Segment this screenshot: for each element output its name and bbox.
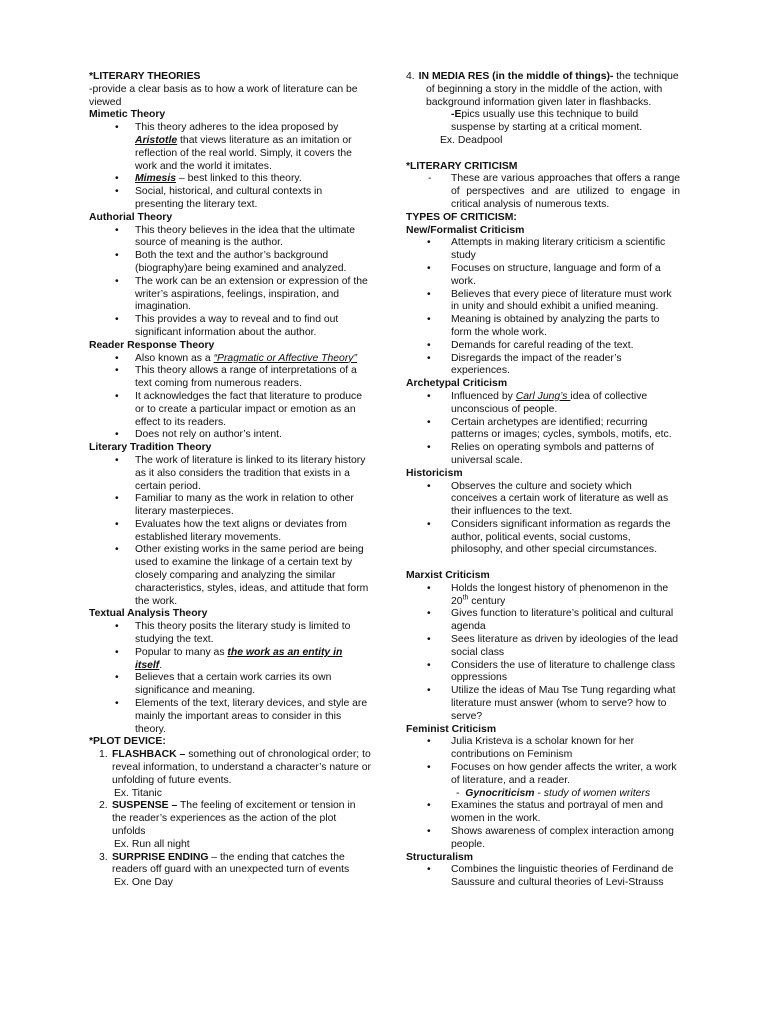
reader-response-item: • It acknowledges the fact that literature to produce or to create a particular impact or emotion as an effect to its readers. bbox=[89, 391, 371, 429]
feminist-item: • Shows awareness of complex interaction among people. bbox=[406, 826, 680, 852]
archetypal-item: • Influenced by Carl Jung’s idea of collective unconscious of people. bbox=[406, 391, 680, 417]
mimetic-item: • Mimesis – best linked to this theory. bbox=[89, 173, 371, 186]
literary-theories-title: *LITERARY THEORIES bbox=[89, 71, 201, 82]
formalist-item: • Disregards the impact of the reader’s experiences. bbox=[406, 353, 680, 379]
plot-device-item: 4. IN MEDIA RES (in the middle of things)- the technique of beginning a story in the middle of the action, with background information given later in flashbacks. bbox=[406, 71, 679, 108]
formalist-item: • Focuses on structure, language and form of a work. bbox=[406, 263, 680, 289]
reader-response-item: • Does not rely on author’s intent. bbox=[89, 429, 371, 442]
archetypal-heading: Archetypal Criticism bbox=[406, 378, 508, 390]
formalist-item: • Believes that every piece of literature must work in unity and should exhibit a unified meaning. bbox=[406, 289, 680, 315]
right-column bbox=[406, 71, 680, 890]
mimetic-item: • Social, historical, and cultural contexts in presenting the literary text. bbox=[89, 186, 371, 212]
authorial-item: • Both the text and the author’s background (biography)are being examined and analyzed. bbox=[89, 250, 371, 276]
aristotle-term: Aristotle bbox=[135, 134, 178, 146]
plot-device-item: 3. SURPRISE ENDING – the ending that catches the readers off guard with an unexpected turn of events bbox=[99, 851, 350, 876]
plot-device-example: Ex. Run all night bbox=[114, 838, 190, 850]
textual-analysis-item: • This theory posits the literary study is limited to studying the text. bbox=[89, 621, 371, 647]
pragmatic-term: “Pragmatic or Affective Theory” bbox=[213, 352, 357, 364]
literary-tradition-heading: Literary Tradition Theory bbox=[89, 442, 212, 454]
authorial-heading: Authorial Theory bbox=[89, 211, 173, 223]
feminist-item: • Julia Kristeva is a scholar known for her contributions on Feminism bbox=[406, 736, 680, 762]
archetypal-item: • Certain archetypes are identified; recurring patterns or images; cycles, symbols, motifs, etc. bbox=[406, 417, 680, 443]
structuralism-heading: Structuralism bbox=[406, 851, 473, 863]
structuralism-item: • Combines the linguistic theories of Ferdinand de Saussure and cultural theories of Levi-Strauss bbox=[406, 864, 680, 890]
historicism-heading: Historicism bbox=[406, 467, 463, 479]
feminist-heading: Feminist Criticism bbox=[406, 723, 497, 735]
textual-analysis-heading: Textual Analysis Theory bbox=[89, 608, 208, 620]
textual-analysis-item: • Popular to many as the work as an entity in itself. bbox=[89, 647, 371, 673]
plot-device-item: 2. SUSPENSE – The feeling of excitement or tension in the reader’s experiences as the action of the plot unfolds bbox=[99, 800, 356, 838]
plot-device-example: Ex. Titanic bbox=[114, 787, 162, 799]
reader-response-item: • This theory allows a range of interpretations of a text coming from numerous readers. bbox=[89, 365, 371, 391]
literary-tradition-item: • Familiar to many as the work in relation to other literary masterpieces. bbox=[89, 493, 371, 519]
plot-device-note: -Epics usually use this technique to build suspense by starting at a critical moment. bbox=[451, 109, 643, 134]
literary-criticism-intro: - These are various approaches that offers a range of perspectives and are utilized to engage in critical analysis of numerous texts. bbox=[406, 173, 680, 211]
formalist-item: • Attempts in making literary criticism a scientific study bbox=[406, 237, 680, 263]
authorial-item: • The work can be an extension or expression of the writer’s aspirations, feelings, inspiration, and imagination. bbox=[89, 276, 371, 314]
authorial-item: • This theory believes in the idea that the ultimate source of meaning is the author. bbox=[89, 225, 371, 251]
marxist-item: • Sees literature as driven by ideologies of the lead social class bbox=[406, 634, 680, 660]
plot-device-example: Ex. One Day bbox=[114, 877, 173, 889]
plot-device-item: 1. FLASHBACK – something out of chronological order; to reveal information, to understand a character’s nature or unfolding of future events. bbox=[99, 749, 371, 786]
gynocriticism-note: - Gynocriticism - study of women writers bbox=[456, 787, 651, 799]
mimetic-heading: Mimetic Theory bbox=[89, 109, 166, 121]
mimetic-item: • This theory adheres to the idea proposed by Aristotle that views literature as an imitation or reflection of the real world. Simply, it covers the work and the world it imitates. bbox=[89, 122, 371, 173]
marxist-heading: Marxist Criticism bbox=[406, 570, 490, 582]
literary-tradition-item: • Other existing works in the same period are being used to examine the linkage of a certain text by closely comparing and analyzing the similar characteristics, styles, ideas, and attitude that form the work. bbox=[89, 544, 371, 608]
types-of-criticism-title: TYPES OF CRITICISM: bbox=[406, 211, 517, 223]
plot-device-example: Ex. Deadpool bbox=[440, 134, 503, 146]
marxist-item: • Gives function to literature’s political and cultural agenda bbox=[406, 608, 680, 634]
reader-response-item: • Also known as a “Pragmatic or Affective Theory” bbox=[89, 353, 371, 366]
historicism-item: • Considers significant information as regards the author, political events, social customs, philosophy, and other special circumstances. bbox=[406, 519, 680, 557]
formalist-item: • Meaning is obtained by analyzing the parts to form the whole work. bbox=[406, 314, 680, 340]
textual-analysis-item: • Believes that a certain work carries its own significance and meaning. bbox=[89, 672, 371, 698]
marxist-item: • Holds the longest history of phenomenon in the 20th century bbox=[406, 583, 680, 609]
marxist-item: • Utilize the ideas of Mau Tse Tung regarding what literature must answer (whom to serve? how to serve? bbox=[406, 685, 680, 723]
archetypal-item: • Relies on operating symbols and patterns of universal scale. bbox=[406, 442, 680, 468]
historicism-item: • Observes the culture and society which conceives a certain work of literature as well as their influences to the text. bbox=[406, 481, 680, 519]
formalist-item: • Demands for careful reading of the text. bbox=[406, 340, 680, 353]
marxist-item: • Considers the use of literature to challenge class oppressions bbox=[406, 660, 680, 686]
entity-term: the work as an entity in itself bbox=[135, 646, 343, 671]
carl-jung-term: Carl Jung’s bbox=[515, 390, 571, 402]
plot-device-title: *PLOT DEVICE: bbox=[89, 736, 166, 748]
mimesis-term: Mimesis bbox=[135, 173, 177, 185]
reader-response-heading: Reader Response Theory bbox=[89, 339, 215, 351]
feminist-item: • Focuses on how gender affects the writer, a work of literature, and a reader. bbox=[406, 762, 680, 788]
literary-tradition-item: • Evaluates how the text aligns or deviates from established literary movements. bbox=[89, 519, 371, 545]
textual-analysis-item: • Elements of the text, literary devices, and style are mainly the important areas to consider in this theory. bbox=[89, 698, 371, 736]
left-column bbox=[89, 71, 371, 890]
authorial-item: • This provides a way to reveal and to find out significant information about the author. bbox=[89, 314, 371, 340]
literary-theories-intro: -provide a clear basis as to how a work of literature can be viewed bbox=[89, 83, 358, 108]
formalist-heading: New/Formalist Criticism bbox=[406, 224, 525, 236]
literary-tradition-item: • The work of literature is linked to its literary history as it also considers the tradition that exists in a certain period. bbox=[89, 455, 371, 493]
feminist-item: • Examines the status and portrayal of men and women in the work. bbox=[406, 800, 680, 826]
literary-criticism-title: *LITERARY CRITICISM bbox=[406, 160, 518, 172]
